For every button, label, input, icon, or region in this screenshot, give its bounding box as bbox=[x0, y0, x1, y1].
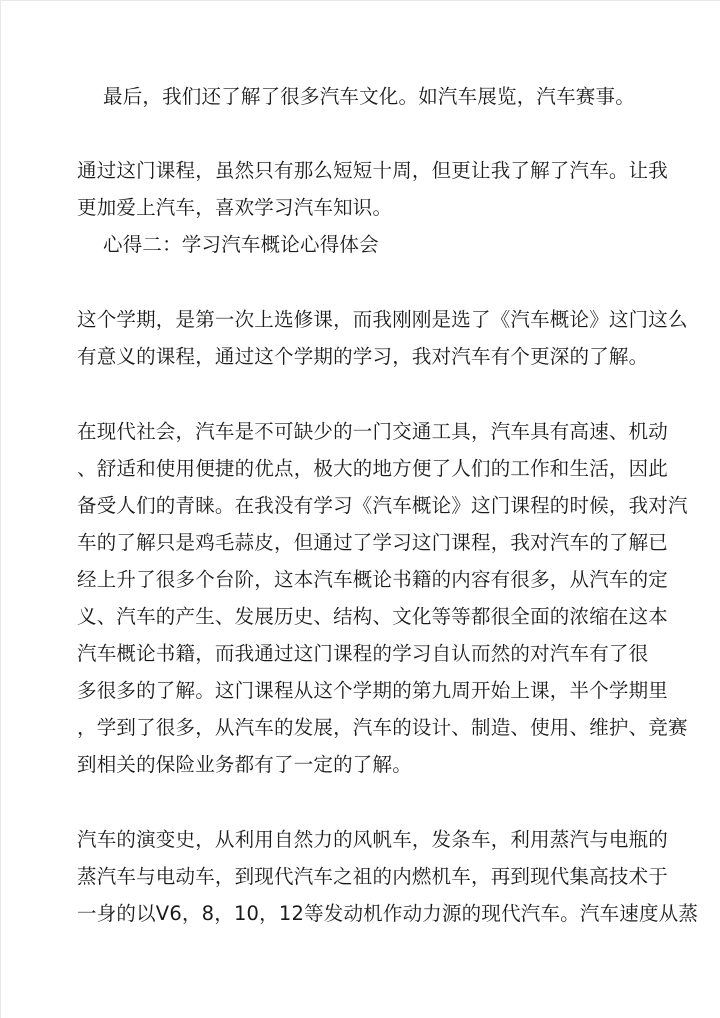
paragraph-line: 有意义的课程，通过这个学期的学习，我对汽车有个更深的了解。 bbox=[77, 345, 649, 368]
paragraph-line: 备受人们的青睐。在我没有学习《汽车概论》这门课程的时候，我对汽 bbox=[77, 494, 688, 517]
paragraph-line: 这个学期，是第一次上选修课，而我刚刚是选了《汽车概论》这门这么 bbox=[77, 308, 688, 331]
paragraph-line: 通过这门课程，虽然只有那么短短十周，但更让我了解了汽车。让我 bbox=[77, 159, 669, 182]
paragraph-line: 经上升了很多个台阶，这本汽车概论书籍的内容有很多，从汽车的定 bbox=[77, 568, 669, 591]
paragraph-line: 、舒适和使用便捷的优点，极大的地方便了人们的工作和生活，因此 bbox=[77, 457, 669, 480]
paragraph-line: 车的了解只是鸡毛蒜皮，但通过了学习这门课程，我对汽车的了解已 bbox=[77, 531, 669, 554]
paragraph-line: 更加爱上汽车，喜欢学习汽车知识。 bbox=[77, 196, 393, 219]
paragraph-line: 在现代社会，汽车是不可缺少的一门交通工具，汽车具有高速、机动 bbox=[77, 420, 669, 443]
section-heading: 心得二：学习汽车概论心得体会 bbox=[103, 233, 379, 256]
paragraph-line: 多很多的了解。这门课程从这个学期的第九周开始上课，半个学期里 bbox=[77, 679, 669, 702]
paragraph-line: 蒸汽车与电动车，到现代汽车之祖的内燃机车，再到现代集高技术于 bbox=[77, 865, 669, 888]
paragraph-line: ，学到了很多，从汽车的发展，汽车的设计、制造、使用、维护、竞赛 bbox=[77, 716, 688, 739]
paragraph-line: 一身的以V6，8，10，12等发动机作动力源的现代汽车。汽车速度从蒸 bbox=[77, 902, 699, 925]
paragraph-line: 最后，我们还了解了很多汽车文化。如汽车展览，汽车赛事。 bbox=[103, 85, 635, 108]
paragraph-line: 义、汽车的产生、发展历史、结构、文化等等都很全面的浓缩在这本 bbox=[77, 605, 669, 628]
paragraph-line: 到相关的保险业务都有了一定的了解。 bbox=[77, 753, 412, 776]
paragraph-line: 汽车的演变史，从利用自然力的风帆车，发条车，利用蒸汽与电瓶的 bbox=[77, 828, 669, 851]
paragraph-line: 汽车概论书籍，而我通过这门课程的学习自认而然的对汽车有了很 bbox=[77, 642, 649, 665]
